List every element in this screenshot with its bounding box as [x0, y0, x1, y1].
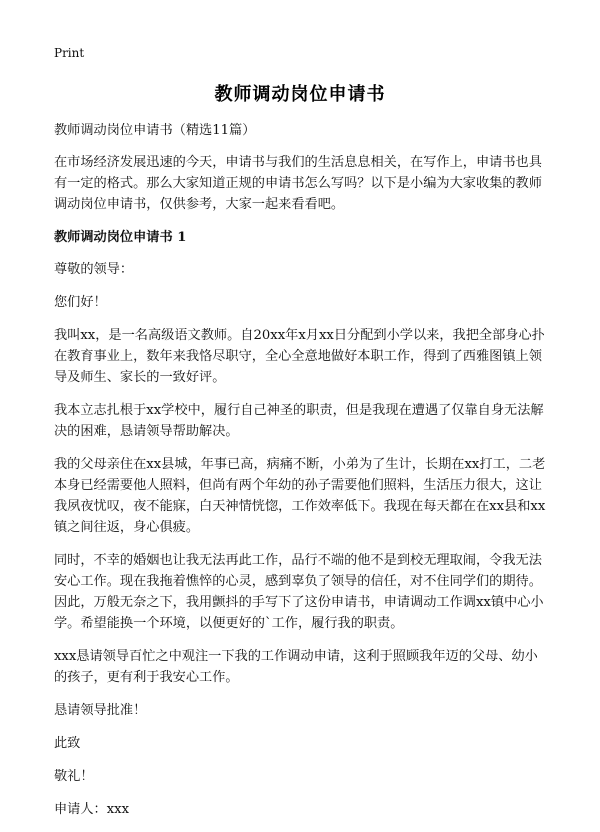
salutation: 尊敬的领导： — [54, 262, 134, 277]
closing-line: 此致 — [54, 736, 81, 751]
body-paragraph: 同时，不幸的婚姻也让我无法再此工作，品行不端的他不是到校无理取闹，令我无法安心工作。现在我拖着憔悴的心灵，感到辜负了领导的信任，对不住同学们的期待。因此，万般无奈之下，我用颤抖的手写下了这份申请书，申请调动工作调xx镇中心小学。希望能换一个环境，以便更好的`工作，履行我的职责。 — [54, 553, 544, 631]
applicant-signature: 申请人：xxx — [54, 802, 130, 817]
intro-paragraph: 在市场经济发展迅速的今天，申请书与我们的生活息息相关，在写作上，申请书也具有一定的格式。那么大家知道正规的申请书怎么写吗？以下是小编为大家收集的教师调动岗位申请书，仅供参考，大家一起来看看吧。 — [54, 155, 542, 212]
print-link[interactable]: Print — [54, 46, 85, 60]
section-heading: 教师调动岗位申请书 1 — [54, 230, 187, 245]
greeting: 您们好！ — [54, 295, 107, 310]
body-paragraph: xxx恳请领导百忙之中观注一下我的工作调动申请，这利于照顾我年迈的父母、幼小的孩子，更有利于我安心工作。 — [54, 649, 538, 685]
body-paragraph: 我叫xx，是一名高级语文教师。自20xx年x月xx日分配到小学以来，我把全部身心扑在教育事业上，数年来我恪尽职守，全心全意地做好本职工作，得到了西雅图镇上领导及师生、家长的一致好评。 — [54, 328, 545, 385]
subtitle: 教师调动岗位申请书（精选11篇） — [54, 123, 256, 138]
body-paragraph: 我的父母亲住在xx县城，年事已高，病痛不断，小弟为了生计，长期在xx打工，二老本身已经需要他人照料，但尚有两个年幼的孙子需要他们照料，生活压力很大，这让我夙夜忧叹，夜不能寐，白天神情恍惚，工作效率低下。我现在每天都在在xx县和xx镇之间往返，身心俱疲。 — [54, 457, 546, 535]
article-body — [54, 120, 548, 832]
page-title: 教师调动岗位申请书 — [214, 84, 386, 105]
closing-request: 恳请领导批准！ — [54, 703, 147, 718]
closing-salute: 敬礼！ — [54, 769, 94, 784]
body-paragraph: 我本立志扎根于xx学校中，履行自己神圣的职责，但是我现在遭遇了仅靠自身无法解决的困难，恳请领导帮助解决。 — [54, 403, 544, 439]
